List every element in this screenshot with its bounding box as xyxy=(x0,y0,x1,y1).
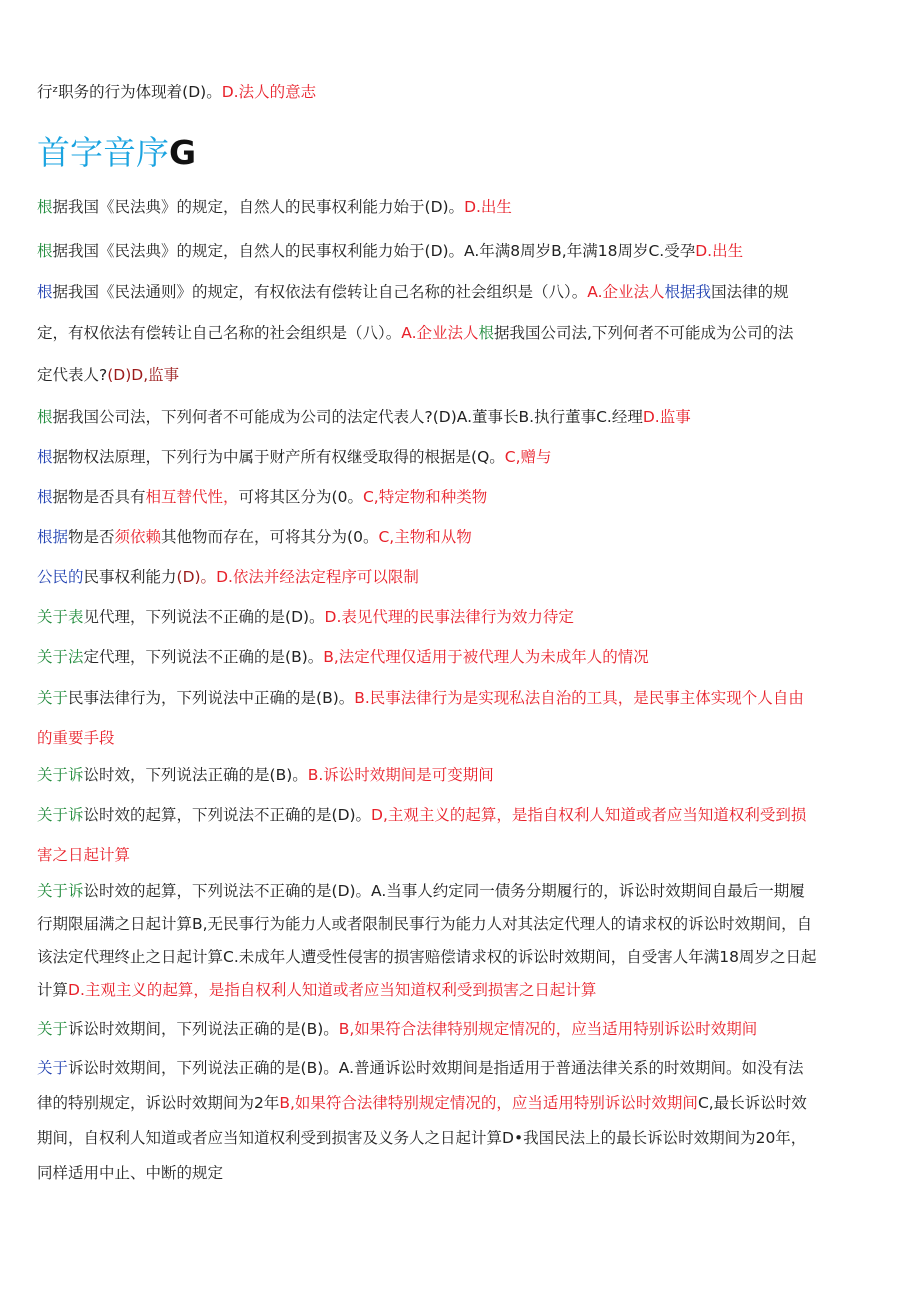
question-text: 讼时效的起算，下列说法不正确的是(D)。 xyxy=(83,806,372,824)
heading-letter: G xyxy=(169,133,197,172)
list-item xyxy=(37,880,887,902)
question-text: 其他物而存在，可将其分为(0。 xyxy=(161,528,379,546)
question-text: 行ᶻ职务的行为体现着(D)。 xyxy=(37,83,222,101)
question-text: 见代理，下列说法不正确的是(D)。 xyxy=(83,608,325,626)
entry-prefix: 关于法 xyxy=(37,648,84,666)
question-text: 期间，自权利人知道或者应当知道权利受到损害及义务人之日起计算D•我国民法上的最长诉讼时效期间为20年， xyxy=(37,1129,807,1147)
list-item xyxy=(37,1057,887,1079)
list-item xyxy=(37,764,887,786)
entry-prefix: 关于表 xyxy=(37,608,84,626)
list-item xyxy=(37,446,887,468)
question-text: 据我国公司法，下列何者不可能成为公司的法定代表人?(D)A.董事长B.执行董事C.经理 xyxy=(52,408,643,426)
entry-prefix: 关于诉 xyxy=(37,882,84,900)
list-item xyxy=(37,196,887,218)
question-text: 民事法律行为，下列说法中正确的是(B)。 xyxy=(68,689,355,707)
question-text: 据物权法原理，下列行为中属于财产所有权继受取得的根据是(Q。 xyxy=(52,448,505,466)
entry-prefix: 根 xyxy=(37,198,53,216)
list-item xyxy=(37,240,887,262)
answer-text: 害之日起计算 xyxy=(37,846,131,864)
list-item xyxy=(37,1162,887,1184)
list-item xyxy=(37,1018,887,1040)
question-text: C,最长诉讼时效 xyxy=(697,1094,807,1112)
question-text: 计算 xyxy=(37,981,69,999)
question-text: 可将其区分为(0。 xyxy=(238,488,363,506)
entry-prefix: 关于 xyxy=(37,1059,69,1077)
entry-prefix: 根 xyxy=(37,488,53,506)
answer-text: D,主观主义的起算，是指自权利人知道或者应当知道权利受到损 xyxy=(371,806,807,824)
question-text: 据我国《民法典》的规定，自然人的民事权利能力始于(D)。A.年满8周岁B,年满18周岁C.受孕 xyxy=(52,242,696,260)
question-text: 同样适用中止、中断的规定 xyxy=(37,1164,224,1182)
entry-prefix: 关于诉 xyxy=(37,806,84,824)
entry-prefix: 根 xyxy=(37,448,53,466)
question-text: 诉讼时效期间，下列说法正确的是(B)。A.普通诉讼时效期间是指适用于普通法律关系的时效期间。如没有法 xyxy=(68,1059,804,1077)
question-text: 定，有权依法有偿转让自己名称的社会组织是（八）。 xyxy=(37,324,402,342)
list-item xyxy=(37,406,887,428)
entry-prefix: 根 xyxy=(37,242,53,260)
entry-prefix: 根据 xyxy=(37,528,69,546)
answer-text: D.出生 xyxy=(464,198,512,216)
answer-text: B,如果符合法律特别规定情况的，应当适用特别诉讼时效期间 xyxy=(338,1020,758,1038)
entry-prefix: 关于 xyxy=(37,1020,69,1038)
list-item xyxy=(37,526,887,548)
list-item xyxy=(37,322,887,344)
question-text: 讼时效，下列说法正确的是(B)。 xyxy=(83,766,308,784)
list-item xyxy=(37,364,887,386)
list-item xyxy=(37,687,887,709)
answer-text: D.法人的意志 xyxy=(221,83,317,101)
question-text: 物是否 xyxy=(68,528,115,546)
list-item xyxy=(37,1092,887,1114)
answer-text: D.监事 xyxy=(642,408,691,426)
question-text: 律的特别规定，诉讼时效期间为2年 xyxy=(37,1094,280,1112)
question-text: 民事权利能力 xyxy=(83,568,177,586)
answer-text: B.诉讼时效期间是可变期间 xyxy=(307,766,494,784)
heading-title: 首字音序 xyxy=(37,133,169,172)
question-text: 据我国公司法,下列何者不可能成为公司的法 xyxy=(494,324,794,342)
question-text: 据我国《民法通则》的规定，有权依法有偿转让自己名称的社会组织是（八）。 xyxy=(52,283,588,301)
list-item xyxy=(37,566,887,588)
question-text: 定代表人? xyxy=(37,366,108,384)
answer-text: (D)。 xyxy=(176,568,217,586)
list-item xyxy=(37,913,887,935)
intro-line xyxy=(37,81,887,103)
answer-text: (D)D,监事 xyxy=(107,366,180,384)
list-item xyxy=(37,606,887,628)
list-item xyxy=(37,281,887,303)
list-item xyxy=(37,979,887,1001)
question-text: 诉讼时效期间，下列说法正确的是(B)。 xyxy=(68,1020,339,1038)
entry-prefix: 公民的 xyxy=(37,568,84,586)
question-text: 国法律的规 xyxy=(711,283,789,301)
answer-text: 的重要手段 xyxy=(37,729,115,747)
section-heading xyxy=(37,130,196,176)
list-item xyxy=(37,727,887,749)
entry-prefix: 根 xyxy=(478,324,495,342)
answer-text: A.企业法人 xyxy=(401,324,479,342)
entry-prefix: 根据我 xyxy=(664,283,712,301)
answer-text: A.企业法人 xyxy=(587,283,665,301)
list-item xyxy=(37,486,887,508)
question-text: 讼时效的起算，下列说法不正确的是(D)。A.当事人约定同一债务分期履行的，诉讼时效期间自最后一期履 xyxy=(83,882,805,900)
answer-text: D.表见代理的民事法律行为效力待定 xyxy=(324,608,574,626)
answer-text: D.主观主义的起算，是指自权利人知道或者应当知道权利受到损害之日起计算 xyxy=(68,981,597,999)
list-item xyxy=(37,844,887,866)
answer-text: C,特定物和种类物 xyxy=(362,488,488,506)
list-item xyxy=(37,804,887,826)
entry-prefix: 根 xyxy=(37,283,53,301)
question-text: 定代理，下列说法不正确的是(B)。 xyxy=(83,648,324,666)
answer-text: B,法定代理仅适用于被代理人为未成年人的情况 xyxy=(323,648,649,666)
list-item xyxy=(37,646,887,668)
question-text: 该法定代理终止之日起计算C.未成年人遭受性侵害的损害赔偿请求权的诉讼时效期间，自受害人年满18周岁之日起 xyxy=(37,948,817,966)
question-text: 行期限届满之日起计算B,无民事行为能力人或者限制民事行为能力人对其法定代理人的请求权的诉讼时效期间，自 xyxy=(37,915,813,933)
entry-prefix: 根 xyxy=(37,408,53,426)
answer-text: B,如果符合法律特别规定情况的，应当适用特别诉讼时效期间 xyxy=(279,1094,698,1112)
entry-prefix: 关于诉 xyxy=(37,766,84,784)
answer-text: D.出生 xyxy=(695,242,744,260)
question-text: 据物是否具有 xyxy=(52,488,146,506)
entry-prefix: 关于 xyxy=(37,689,69,707)
list-item xyxy=(37,1127,887,1149)
answer-text: 相互替代性， xyxy=(145,488,239,506)
answer-text: 须依赖 xyxy=(114,528,162,546)
question-text: 据我国《民法典》的规定，自然人的民事权利能力始于(D)。 xyxy=(52,198,465,216)
answer-text: C,赠与 xyxy=(504,448,552,466)
answer-text: B.民事法律行为是实现私法自治的工具，是民事主体实现个人自由 xyxy=(354,689,804,707)
answer-text: D.依法并经法定程序可以限制 xyxy=(216,568,419,586)
answer-text: C,主物和从物 xyxy=(378,528,472,546)
list-item xyxy=(37,946,887,968)
